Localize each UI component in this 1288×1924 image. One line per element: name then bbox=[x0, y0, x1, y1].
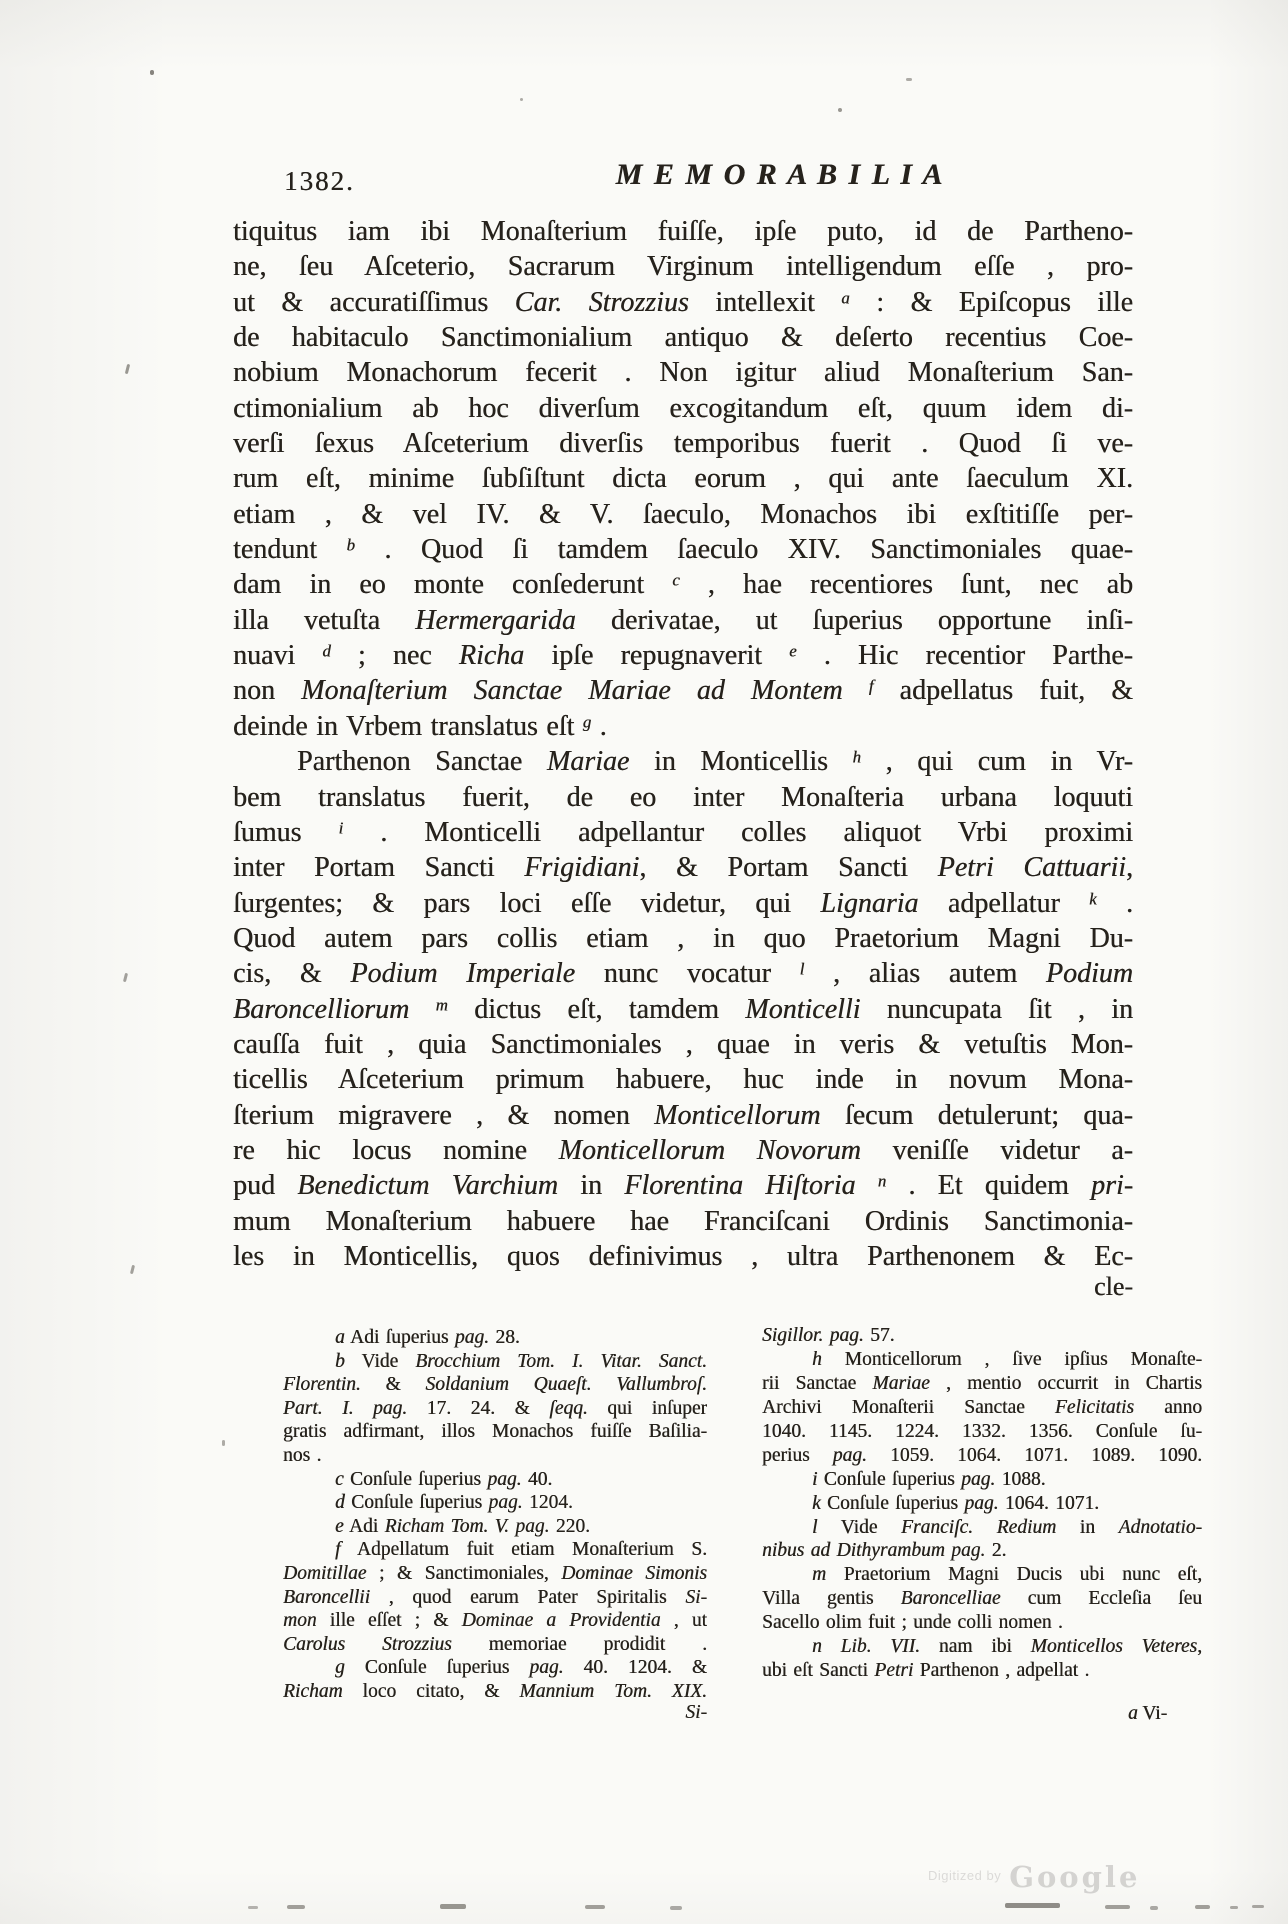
text-line: k Conſule ſuperius pag. 1064. 1071. bbox=[812, 1492, 1099, 1514]
text-line: deinde in Vrbem translatus eſt $^g$ . bbox=[233, 710, 607, 742]
text-line: Parthenon Sanctae Mariae in Monticellis $^h$ , qui cum in Vr- bbox=[297, 746, 1133, 778]
text-line: Carolus Strozzius memoriae prodidit . bbox=[283, 1633, 707, 1655]
scan-speck bbox=[906, 78, 912, 81]
text-line: ctimonialium ab hoc diverſum excogitandum eſt, quum idem di- bbox=[233, 392, 1133, 424]
text-line: tiquitus iam ibi Monaſterium fuiſſe, ipſe puto, id de Partheno- bbox=[233, 216, 1133, 247]
scan-speck bbox=[287, 1905, 305, 1909]
text-line: perius pag. 1059. 1064. 1071. 1089. 1090. bbox=[762, 1444, 1202, 1466]
text-line: mum Monaſterium habuere hae Franciſcani Ordinis Sanctimonia- bbox=[233, 1205, 1133, 1237]
text-line: etiam , & vel IV. & V. ſaeculo, Monachos ibi exſtitiſſe per- bbox=[233, 498, 1133, 530]
footnotes-left-column bbox=[283, 1326, 707, 1704]
scan-speck bbox=[248, 1906, 258, 1909]
text-line: g Conſule ſuperius pag. 40. 1204. & bbox=[335, 1657, 707, 1679]
text-line: verſi ſexus Aſceterium diverſis temporibus fuerit . Quod ſi ve- bbox=[233, 428, 1133, 460]
running-head-title: M E M O R A B I L I A bbox=[615, 158, 945, 191]
scan-speck bbox=[1252, 1905, 1264, 1908]
scan-speck bbox=[222, 1440, 225, 1446]
text-line: nibus ad Dithyrambum pag. 2. bbox=[762, 1540, 1007, 1562]
text-line: nobium Monachorum fecerit . Non igitur aliud Monaſterium San- bbox=[233, 357, 1133, 389]
scan-speck bbox=[123, 973, 128, 982]
footnotes-right-column bbox=[762, 1324, 1202, 1683]
text-line: Baroncellii , quod earum Pater Spiritalis Si- bbox=[283, 1586, 707, 1608]
text-line: i Conſule ſuperius pag. 1088. bbox=[812, 1468, 1046, 1490]
text-line: Quod autem pars collis etiam , in quo Praetorium Magni Du- bbox=[233, 922, 1133, 954]
text-line: Sacello olim fuit ; unde colli nomen . bbox=[762, 1612, 1063, 1634]
text-line: cauſſa fuit , quia Sanctimoniales , quae in veris & vetuſtis Mon- bbox=[233, 1028, 1133, 1060]
scan-speck bbox=[520, 98, 523, 101]
scan-speck bbox=[838, 108, 842, 112]
watermark-digitized-by-text: Digitized by bbox=[928, 1868, 1002, 1883]
scan-speck bbox=[670, 1906, 682, 1910]
text-line: l Vide Franciſc. Redium in Adnotatio- bbox=[812, 1516, 1202, 1538]
text-line: rii Sanctae Mariae , mentio occurrit in Chartis bbox=[762, 1372, 1202, 1394]
text-line: non Monaſterium Sanctae Mariae ad Montem $^f$ adpellatus fuit, & bbox=[233, 675, 1133, 707]
text-line: Archivi Monaſterii Sanctae Felicitatis anno bbox=[762, 1396, 1202, 1418]
text-line: ne, ſeu Aſceterio, Sacrarum Virginum intelligendum eſſe , pro- bbox=[233, 251, 1133, 283]
scan-speck bbox=[1230, 1906, 1238, 1909]
scan-speck bbox=[1105, 1905, 1130, 1909]
text-line: a Adi ſuperius pag. 28. bbox=[335, 1327, 520, 1348]
text-line: pud Benedictum Varchium in Florentina Hiſtoria $^n$ . Et quidem pri- bbox=[233, 1170, 1133, 1202]
text-line: ſurgentes; & pars loci eſſe videtur, qui Lignaria adpellatur $^k$ . bbox=[233, 887, 1133, 919]
text-line: cis, & Podium Imperiale nunc vocatur $^l$ , alias autem Podium bbox=[233, 958, 1133, 990]
text-line: b Vide Brocchium Tom. I. Vitar. Sanct. bbox=[335, 1350, 707, 1372]
text-line: nos . bbox=[283, 1444, 322, 1466]
scan-speck bbox=[1195, 1905, 1210, 1909]
google-logo-text: Google bbox=[1009, 1860, 1141, 1894]
scan-speck bbox=[440, 1904, 466, 1909]
page-number: 1382. bbox=[284, 166, 355, 196]
scan-speck bbox=[130, 1265, 135, 1274]
scan-speck bbox=[1005, 1903, 1060, 1908]
scan-speck bbox=[125, 364, 130, 374]
text-line: Baroncelliorum $^m$ dictus eſt, tamdem Monticelli nuncupata ſit , in bbox=[233, 993, 1133, 1025]
text-line: d Conſule ſuperius pag. 1204. bbox=[335, 1492, 573, 1514]
text-line: e Adi Richam Tom. V. pag. 220. bbox=[335, 1515, 590, 1537]
text-line: ticellis Aſceterium primum habuere, huc inde in novum Mona- bbox=[233, 1064, 1133, 1096]
main-text-block bbox=[233, 214, 1133, 1274]
text-line: rum eſt, minime ſubſiſtunt dicta eorum , qui ante ſaeculum XI. bbox=[233, 463, 1133, 495]
scan-speck bbox=[1150, 1906, 1158, 1910]
text-line: re hic locus nomine Monticellorum Novorum veniſſe videtur a- bbox=[233, 1134, 1133, 1166]
text-line: les in Monticellis, quos definivimus , ultra Parthenonem & Ec- bbox=[233, 1240, 1133, 1272]
text-line: n Lib. VII. nam ibi Monticellos Veteres, bbox=[812, 1636, 1202, 1658]
text-line: ſterium migravere , & nomen Monticellorum ſecum detulerunt; qua- bbox=[233, 1099, 1133, 1131]
text-line: de habitaculo Sanctimonialium antiquo & deſerto recentius Coe- bbox=[233, 322, 1133, 354]
text-line: ſumus $^i$ . Monticelli adpellantur colles aliquot Vrbi proximi bbox=[233, 816, 1133, 848]
text-line: h Monticellorum , ſive ipſius Monaſte- bbox=[812, 1348, 1202, 1370]
text-line: Domitillae ; & Sanctimoniales, Dominae Simonis bbox=[283, 1562, 707, 1584]
text-line: ubi eſt Sancti Petri Parthenon , adpellat . bbox=[762, 1660, 1090, 1682]
text-line: bem translatus fuerit, de eo inter Monaſteria urbana loquuti bbox=[233, 781, 1133, 813]
text-line: Richam loco citato, & Mannium Tom. XIX. bbox=[283, 1680, 707, 1702]
text-line: Part. I. pag. 17. 24. & ſeqq. qui inſuper bbox=[283, 1397, 707, 1419]
text-line: inter Portam Sancti Frigidiani, & Portam Sancti Petri Cattuarii, bbox=[233, 852, 1133, 884]
catchword-main: cle- bbox=[1094, 1272, 1133, 1301]
google-watermark bbox=[928, 1860, 1140, 1894]
scan-speck bbox=[150, 70, 154, 75]
scan-speck bbox=[585, 1905, 605, 1909]
text-line: gratis adfirmant, illos Monachos fuiſſe Baſilia- bbox=[283, 1421, 707, 1443]
text-line: ut & accuratiſſimus Car. Strozzius intellexit $^a$ : & Epiſcopus ille bbox=[233, 286, 1133, 318]
text-line: f Adpellatum fuit etiam Monaſterium S. bbox=[335, 1539, 707, 1561]
text-line: Villa gentis Baroncelliae cum Eccleſia ſeu bbox=[762, 1588, 1202, 1610]
text-line: mon ille eſſet ; & Dominae a Providentia , ut bbox=[283, 1610, 707, 1632]
catchword-footnote-right: a Vi- bbox=[1128, 1703, 1168, 1724]
text-line: dam in eo monte conſederunt $^c$ , hae recentiores ſunt, nec ab bbox=[233, 569, 1133, 601]
text-line: tendunt $^b$ . Quod ſi tamdem ſaeculo XIV. Sanctimoniales quae- bbox=[233, 534, 1133, 566]
text-line: nuavi $^d$ ; nec Richa ipſe repugnaverit $^e$ . Hic recentior Parthe- bbox=[233, 640, 1133, 672]
text-line: Florentin. & Soldanium Quaeſt. Vallumbroſ. bbox=[283, 1374, 707, 1396]
text-line: 1040. 1145. 1224. 1332. 1356. Conſule ſu- bbox=[762, 1420, 1202, 1442]
catchword-footnote-left: Si- bbox=[685, 1702, 707, 1723]
text-line: Sigillor. pag. 57. bbox=[762, 1325, 895, 1346]
text-line: m Praetorium Magni Ducis ubi nunc eſt, bbox=[812, 1564, 1202, 1586]
text-line: illa vetuſta Hermergarida derivatae, ut ſuperius opportune inſi- bbox=[233, 604, 1133, 636]
text-line: c Conſule ſuperius pag. 40. bbox=[335, 1468, 553, 1490]
